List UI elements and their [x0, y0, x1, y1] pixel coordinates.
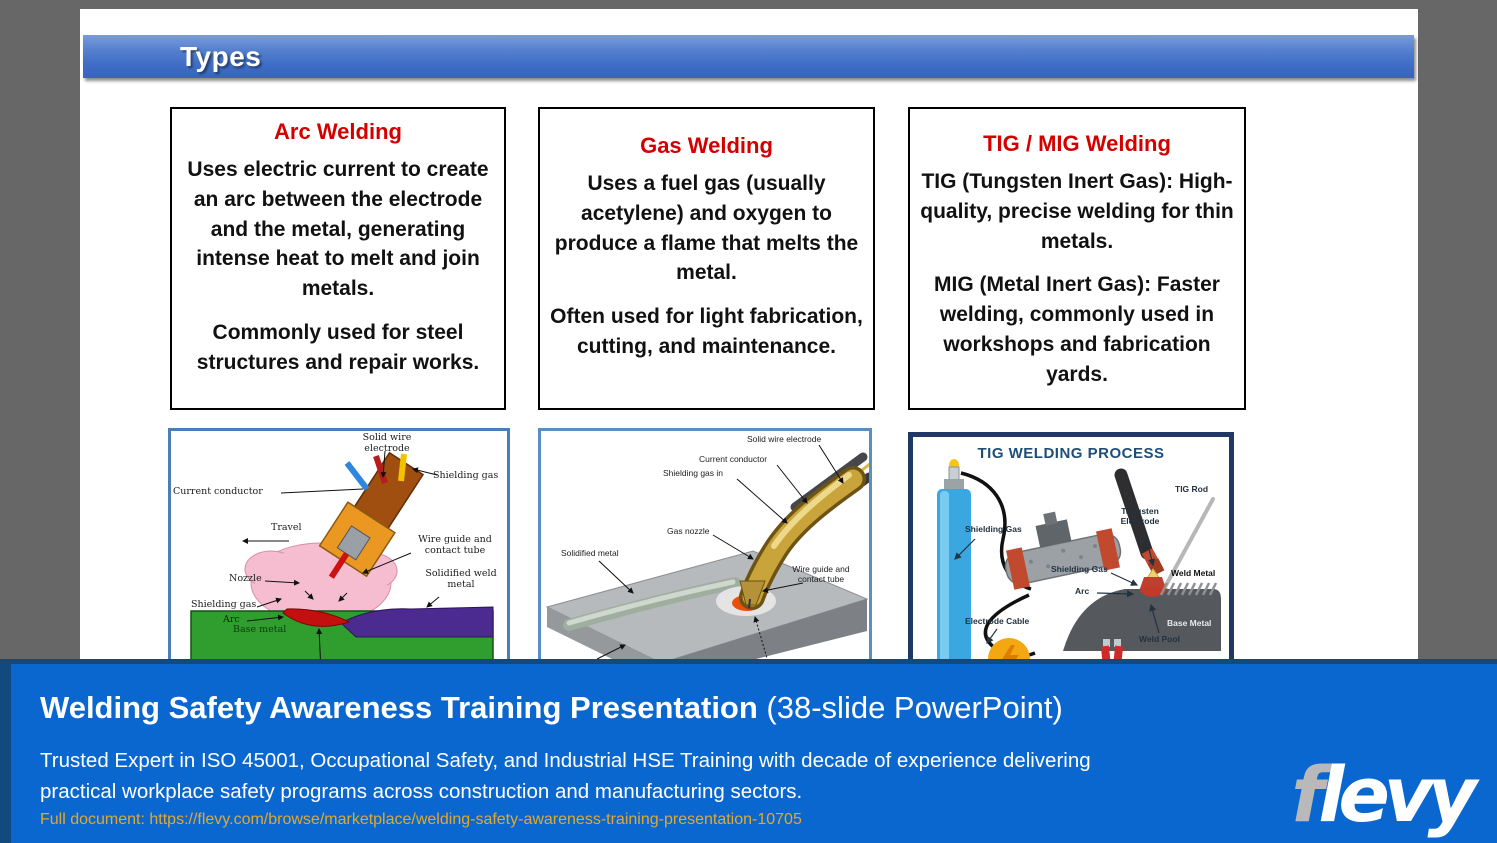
- flevy-logo-levy: levy: [1318, 750, 1471, 839]
- d3-label-electrode-cable: Electrode Cable: [965, 616, 1030, 626]
- gas-welding-title: Gas Welding: [640, 133, 773, 158]
- d1-label-shielding-gas-top: Shielding gas: [433, 470, 499, 481]
- d3-label-tig-rod: TIG Rod: [1175, 484, 1209, 494]
- d1-label-solid-wire-electrode: Solid wire electrode: [362, 432, 412, 454]
- subtitle-line-2: practical workplace safety programs across construction and manufacturing sectors.: [40, 779, 803, 803]
- flevy-logo: [1291, 750, 1471, 839]
- tig-mig-welding-title: TIG / MIG Welding: [983, 131, 1171, 156]
- full-document-link[interactable]: Full document: https://flevy.com/browse/marketplace/welding-safety-awareness-training-presentation-10705: [40, 811, 802, 828]
- tig-mig-welding-box: [908, 107, 1246, 410]
- footer-panel: [11, 664, 1497, 843]
- d3-label-shielding-gas-mid: Shielding Gas: [1051, 564, 1108, 574]
- arc-welding-box: [170, 107, 506, 410]
- d1-label-shielding-gas-low: Shielding gas: [191, 599, 257, 610]
- d2-label-gas-nozzle: Gas nozzle: [667, 526, 710, 536]
- d1-label-base-metal: Base metal: [233, 624, 287, 635]
- d3-label-weld-metal: Weld Metal: [1171, 568, 1216, 578]
- d2-label-solidified-metal: Solidified metal: [561, 548, 619, 558]
- d1-label-solidified-weld-metal: Solidified weld metal: [425, 568, 497, 590]
- d1-label-current-conductor: Current conductor: [173, 486, 263, 497]
- gas-welding-box: [538, 107, 875, 410]
- d3-label-weld-pool: Weld Pool: [1139, 634, 1180, 644]
- d2-label-shielding-gas-in: Shielding gas in: [663, 468, 724, 478]
- tig-process-diagram: [908, 432, 1234, 676]
- arc-welding-title: Arc Welding: [274, 119, 402, 144]
- subtitle-line-1: Trusted Expert in ISO 45001, Occupational Safety, and Industrial HSE Training with decade of experience delivering: [40, 749, 1091, 772]
- d1-label-nozzle: Nozzle: [229, 573, 262, 584]
- d1-label-wire-guide: Wire guide and contact tube: [418, 534, 492, 556]
- slide-title-bar: [83, 35, 1414, 78]
- slide-title: Types: [180, 40, 262, 72]
- document-title-bold: Welding Safety Awareness Training Presentation: [40, 690, 758, 725]
- mig-3d-diagram: [538, 428, 872, 676]
- d2-label-current-conductor: Current conductor: [699, 454, 768, 464]
- d3-label-shielding-gas-left: Shielding Gas: [965, 524, 1022, 534]
- d3-label-tungsten-electrode: Tungsten Electrode: [1120, 506, 1160, 526]
- footer-banner: [0, 659, 1497, 843]
- arc-welding-paragraph-2: Commonly used for steel structures and repair works.: [196, 321, 480, 374]
- arc-welding-paragraph-1: Uses electric current to create an arc between the electrode and the metal, generating intense heat to melt and join metals.: [187, 158, 489, 301]
- d1-label-arc: Arc: [223, 614, 240, 625]
- d2-label-solid-wire-electrode: Solid wire electrode: [747, 434, 822, 444]
- tig-process-illustration: [913, 437, 1229, 671]
- d2-label-wire-guide: Wire guide and contact tube: [792, 564, 850, 584]
- d1-label-travel: Travel: [271, 522, 302, 533]
- d3-label-base-metal: Base Metal: [1167, 618, 1212, 628]
- document-title: [40, 690, 1063, 726]
- tig-diagram-title: TIG WELDING PROCESS: [977, 445, 1165, 462]
- tig-mig-paragraph-2: MIG (Metal Inert Gas): Faster welding, commonly used in workshops and fabrication yards.: [934, 273, 1220, 386]
- d3-label-arc: Arc: [1075, 586, 1090, 596]
- gas-welding-paragraph-2: Often used for light fabrication, cutting, and maintenance.: [550, 305, 863, 359]
- gas-welding-paragraph-1: Uses a fuel gas (usually acetylene) and oxygen to produce a flame that melts the metal.: [554, 172, 859, 285]
- tig-mig-paragraph-1: TIG (Tungsten Inert Gas): High-quality, precise welding for thin metals.: [920, 170, 1234, 253]
- document-subtitle: [40, 746, 1091, 808]
- document-title-suffix: (38-slide PowerPoint): [757, 690, 1063, 725]
- gas-cylinder-shape: [937, 459, 971, 671]
- mig-cross-section-diagram: [168, 428, 510, 676]
- flevy-logo-f: f: [1291, 750, 1319, 839]
